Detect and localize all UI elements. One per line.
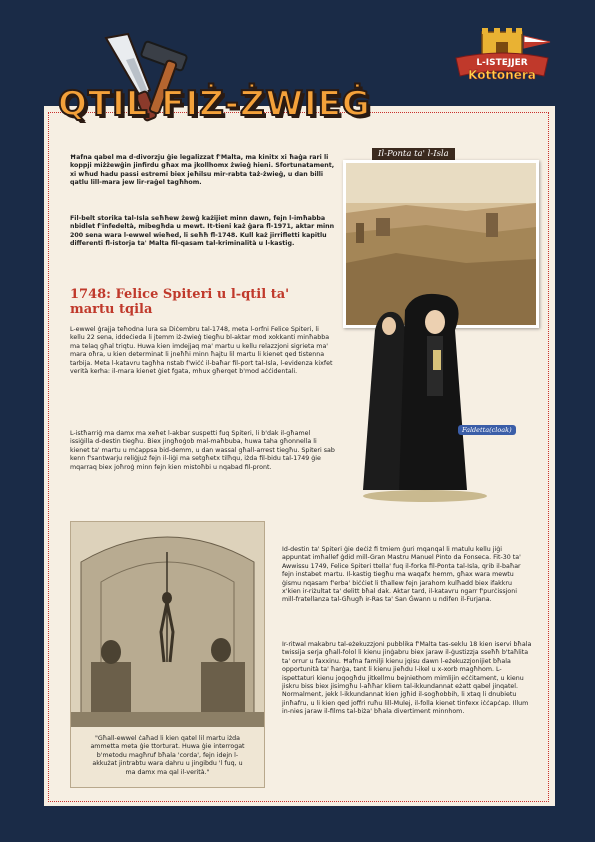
section-paragraph-1: L-ewwel ġrajja teħodna lura sa Diċembru tal-1748, meta l-orfni Felice Spiteri, li kellu 22 sena, iddeċieda li jtemm iż-żwieġ tiegħu bl-aktar mod xokkanti minħabba ma telaq għal triqtu. Huwa kien imdejjaq ma' martu u kellu relazzjoni sigrieta ma' mara oħra, u kien determinat li jneħħi minn ħajtu lil martu li kienet qed tistenna tarbija. Meta l-katavru tagħha nstab f'wiċċ il-baħar fil-port tal-Isla, l-evidenza kixfet verità kerha: il-mara kienet ġiet fgata, mhux għerqet b'mod aċċidentali. bbox=[70, 326, 333, 376]
photo-label: Il-Ponta ta' l-Isla bbox=[372, 148, 455, 160]
faldetta-label: Faldetta(cloak) bbox=[458, 425, 516, 435]
intro-paragraph-2: Fil-belt storika tal-Isla seħħew żewġ każijiet minn dawn, fejn l-imħabba nbidlet f'infedeltà, mibegħda u mewt. It-tieni każ ġara fl-1971, aktar minn 200 sena wara l-ewwel wieħed, li seħħ fl-1748. Kull każ jirrifletti kapitlu differenti fl-istorja ta' Malta fil-qasam tal-kriminalità u l-kastig. bbox=[70, 215, 335, 248]
faldetta-figures bbox=[355, 290, 495, 505]
logo-line1: L-ISTEJJER bbox=[476, 58, 528, 68]
section-paragraph-3: Id-destin ta' Spiteri ġie deċiż fi tmiem ġuri mqanqal li matulu kellu jiġi appuntat imħallef ġdid mill-Gran Mastru Manuel Pinto da Fonseca. Fit-30 ta' Awwissu 1749, Felice Spiteri ttella' fuq il-forka fil-Ponta tal-Isla, qrib il-baħar fejn instabet martu. Il-kastig tiegħu ma waqafx hemm, għax wara mewtu ġismu nqasam f'erba' biċċiet li tħallew fejn jarahom kulħadd biex ifakkru x'kien ir-riżultat ta' delitt bħal dak. Aktar tard, il-katavru ngarr f'purċissjoni mill-fratellanza tal-Għugħ ir-Ras ta' San Ġwann u ndifen il-Furjana. bbox=[282, 546, 521, 604]
torture-engraving bbox=[71, 522, 264, 727]
section-heading: 1748: Felice Spiteri u l-qtil ta' martu tqila bbox=[70, 287, 290, 317]
logo-text bbox=[452, 58, 552, 82]
intro-paragraph-1: Ħafna qabel ma d-divorzju ġie legalizzat f'Malta, ma kinitx xi ħaġa rari li koppji miżżewġin jinfirdu għax ma jkollhomx żwieġ hieni. Sfortunatament, xi wħud hadu passi estremi biex jeħilsu mir-rabta taż-żwieġ, u dan billi qatlu lill-mara jew lir-raġel tagħhom. bbox=[70, 154, 335, 187]
section-paragraph-2: L-istħarriġ ma damx ma xeħet l-akbar suspetti fuq Spiteri, li b'dak il-għamel issiġilla d-destin tiegħu. Biex jingħoġob mal-maħbuba, huwa taha għonnella li kienet ta' martu u mċappsa bid-demm, u dan wassal għall-arrest tiegħu. Spiteri sab kenn f'santwarju reliġjuż fejn il-liġi ma setgħetx tilħqu, iżda fil-bidu tal-1749 ġie mqarraq biex joħroġ minn fejn kien mistoħbi u nqabad fil-pront. bbox=[70, 430, 335, 471]
engraving-caption: "Għall-ewwel ċaħad li kien qatel lil martu iżda ammetta meta ġie ttorturat. Huwa ġie interrogat b'metodu magħruf bħala 'corda', fejn idejn l-akkużat jintrabtu wara dahru u jingibdu 'l fuq, u ma damx ma qal il-verità." bbox=[90, 735, 245, 776]
section-paragraph-4: Ir-ritwal makabru tal-eżekuzzjoni pubblika f'Malta tas-seklu 18 kien iservi bħala twissija serja għall-folol li kienu jinġabru biex jaraw il-ġustizzja sseħħ b'taħlita ta' orrur u faxxinu. Ħafna familji kienu jqisu dawn l-eżekuzzjonijiet bħala opportunità ta' ħarġa, tant li kienu jieħdu l-ikel u x-xorb magħhom. L-ispettaturi kienu joqogħdu jitkellmu bejniethom mimlijin eċċitament, u kienu jiskru biss biex jisimgħu l-aħħar kliem tal-ikkundannat eżatt qabel jinqatel. Normalment, jekk l-ikkundannat kien jgħid il-sogħobbih, li xtaq li dnubietu jinħafru, u li kien qed joffri ruħu lill-Mulej, il-folla kienet tinfexx iċċapċap. Illum in-nies jaraw il-films tal-biża' bħala divertiment minnhom. bbox=[282, 641, 532, 716]
logo-line2: Kottonera bbox=[468, 68, 536, 82]
page-title: QTIL FIŻ-ŻWIEĠ bbox=[58, 84, 371, 124]
